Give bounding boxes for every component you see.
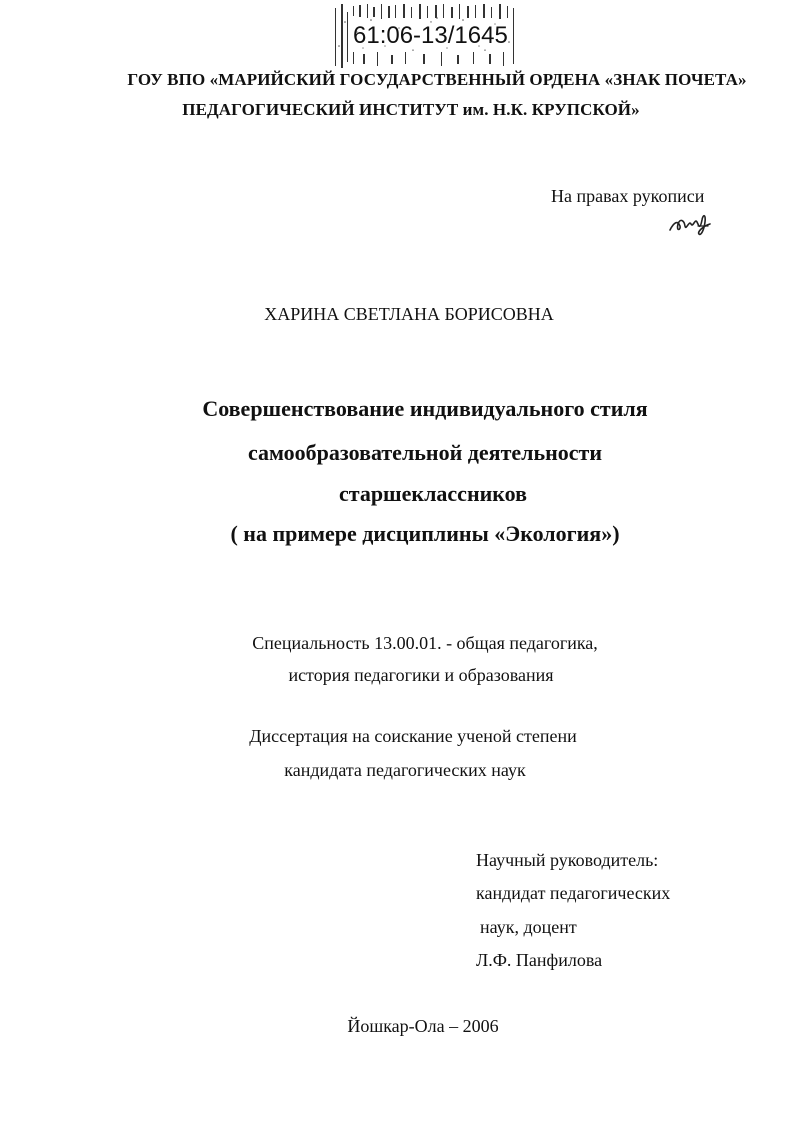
supervisor-name: Л.Ф. Панфилова: [476, 950, 603, 970]
dissertation-title-line-1: Совершенствование индивидуального стиля: [202, 396, 648, 421]
specialty-line-2: история педагогики и образования: [288, 665, 554, 685]
author-name: ХАРИНА СВЕТЛАНА БОРИСОВНА: [264, 304, 554, 324]
supervisor-title: наук, доцент: [480, 917, 577, 937]
dissertation-title-line-2: самообразовательной деятельности: [247, 440, 603, 465]
dissertation-title-line-3: старшеклассников: [338, 481, 528, 506]
city-year: Йошкар-Ола – 2006: [347, 1016, 499, 1036]
supervisor-label: Научный руководитель:: [476, 850, 659, 870]
degree-line-1: Диссертация на соискание ученой степени: [249, 726, 577, 746]
stamp-number: 61:06-13/1645: [353, 22, 508, 49]
handwritten-signature: [668, 208, 714, 238]
degree-line-2: кандидата педагогических наук: [284, 760, 526, 780]
supervisor-degree: кандидат педагогических: [476, 883, 671, 903]
specialty-line-1: Специальность 13.00.01. - общая педагогика,: [252, 633, 598, 653]
institution-line-2: ПЕДАГОГИЧЕСКИЙ ИНСТИТУТ им. Н.К. КРУПСКОЙ»: [182, 100, 640, 119]
library-stamp: [333, 2, 519, 72]
institution-line-1: ГОУ ВПО «МАРИЙСКИЙ ГОСУДАРСТВЕННЫЙ ОРДЕНА «ЗНАК ПОЧЕТА»: [127, 70, 747, 89]
manuscript-rights-note: На правах рукописи: [551, 186, 705, 206]
dissertation-title-line-4: ( на примере дисциплины «Экология»): [230, 521, 620, 546]
